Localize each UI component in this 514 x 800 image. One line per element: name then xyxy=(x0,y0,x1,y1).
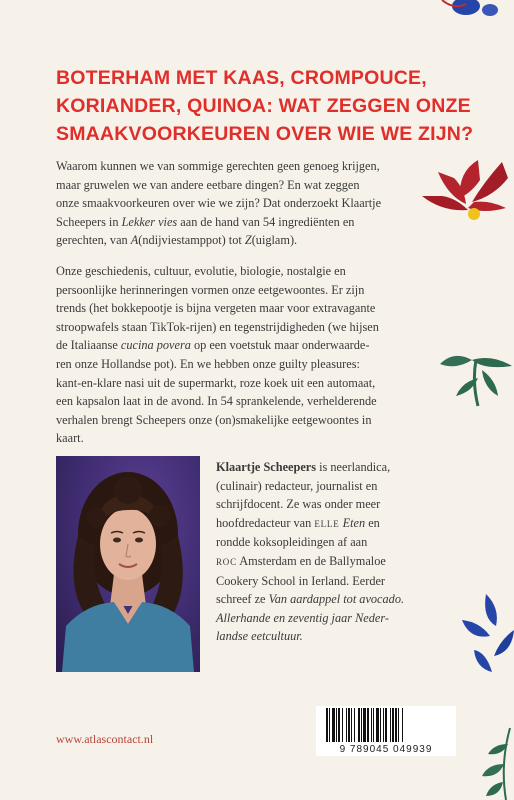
barcode-bar xyxy=(395,708,397,742)
book-title: Lekker vies xyxy=(121,214,178,229)
barcode-bar xyxy=(380,708,381,742)
barcode-bar xyxy=(351,708,352,742)
author-portrait-icon xyxy=(56,456,200,672)
barcode-icon xyxy=(316,708,456,746)
barcode-bar xyxy=(358,708,360,742)
barcode-bar xyxy=(392,708,394,742)
barcode-bar xyxy=(373,708,374,742)
barcode-bar xyxy=(367,708,369,742)
blue-leaf-icon xyxy=(456,590,514,680)
barcode-bar xyxy=(363,708,366,742)
isbn-number: 9 789045 049939 xyxy=(339,744,433,755)
barcode-bar xyxy=(402,708,403,742)
headline xyxy=(56,64,476,148)
headline-line: SMAAKVOORKEUREN OVER WIE WE ZIJN? xyxy=(56,123,474,145)
barcode-bar xyxy=(338,708,340,742)
barcode-bar xyxy=(326,708,328,742)
barcode-bar xyxy=(398,708,399,742)
barcode-bar xyxy=(361,708,362,742)
author-bio: Klaartje Scheepers is neerlandica, (culinair) redacteur, journalist en schrijfdocent. Ze was onder meer hoofdredacteur van ELLE Eten en rondde koksopleidingen af aan ROC Amsterdam en de Ballymaloe Cookery School in Ierland. Eerder schreef ze Van aardappel tot avocado. Allerhande en zeventig jaar Neder- landse eetcultuur. xyxy=(216,460,405,644)
isbn-barcode xyxy=(316,706,456,756)
barcode-bar xyxy=(346,708,347,742)
barcode-bar xyxy=(336,708,337,742)
author-photo xyxy=(56,456,200,672)
barcode-bar xyxy=(342,708,343,742)
headline-line: BOTERHAM MET KAAS, CROMPOUCE, xyxy=(56,67,427,89)
description-paragraph: Onze geschiedenis, cultuur, evolutie, biologie, nostalgie en persoonlijke herinneringen vormen onze eetgewoontes. Er zijn trends (het bokkepootje is bijna vergeten maar voor extravagante stroopwafels staan TikTok-rijen) en tegenstrijdigheden (we hijsen de Italiaanse cucina povera op een voetstuk maar onderwaarde- ren onze Hollandse pot). En we hebben onze guilty pleasures: kant-en-klare nasi uit de supermarkt, roze koek uit een automaat, een kapsalon laat in de avond. In 54 sprankelende, verhelderende verhalen brengt Scheepers onze (on)smakelijke eetgewoontes in kaart. xyxy=(56,264,379,446)
red-flower-icon xyxy=(418,152,514,228)
intro-paragraph: Waarom kunnen we van sommige gerechten geen genoeg krijgen, maar gruwelen we van andere eetbare dingen? En wat zeggen onze smaakvoorkeuren over wie we zijn? Dat onderzoekt Klaartje Scheepers in Lekker vies aan de hand van 54 ingrediënten en gerechten, van A(ndijviestamppot) tot Z(uiglam). xyxy=(56,159,382,248)
blue-berry-icon xyxy=(440,0,514,24)
green-sprig-icon xyxy=(470,724,514,800)
barcode-bar xyxy=(376,708,379,742)
barcode-bar xyxy=(329,708,330,742)
barcode-bar xyxy=(354,708,355,742)
barcode-bar xyxy=(383,708,384,742)
barcode-bar xyxy=(371,708,372,742)
barcode-bar xyxy=(332,708,335,742)
headline-line: KORIANDER, QUINOA: WAT ZEGGEN ONZE xyxy=(56,95,471,117)
author-name: Klaartje Scheepers xyxy=(216,460,317,474)
barcode-bar xyxy=(348,708,350,742)
publisher-website[interactable]: www.atlascontact.nl xyxy=(56,732,154,746)
barcode-bar xyxy=(385,708,387,742)
green-leaf-icon xyxy=(432,330,514,410)
barcode-bar xyxy=(390,708,391,742)
